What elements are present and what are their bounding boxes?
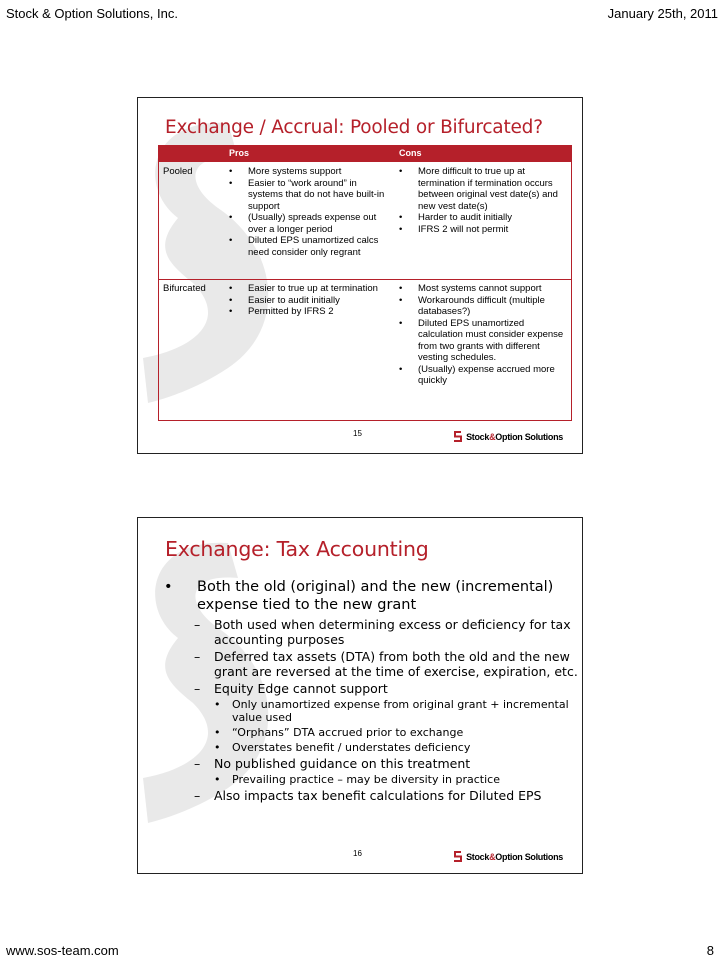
pooled-cons-list xyxy=(399,166,564,235)
list-item: • Harder to audit initially xyxy=(399,212,564,224)
logo-text-b: Option Solutions xyxy=(495,431,563,442)
list-item: • Diluted EPS unamortized calcs need consider only regrant xyxy=(229,235,389,258)
logo-s-icon xyxy=(453,431,463,442)
sub-sub-bullet: • “Orphans” DTA accrued prior to exchange xyxy=(158,726,578,739)
company-logo xyxy=(453,851,563,862)
logo-text-a: Stock xyxy=(466,431,490,442)
slide-16 xyxy=(137,517,583,874)
row-label-bifurcated: Bifurcated xyxy=(163,283,206,294)
pros-cons-table xyxy=(158,145,572,421)
list-item: • Diluted EPS unamortized calculation must consider expense from two grants with different vesting schedules. xyxy=(399,318,564,364)
logo-text-a: Stock xyxy=(466,851,490,862)
pooled-pros-list xyxy=(229,166,389,258)
bifurcated-pros-list xyxy=(229,283,389,318)
list-item: • Easier to audit initially xyxy=(229,295,389,307)
list-item: • (Usually) spreads expense out over a longer period xyxy=(229,212,389,235)
sub-bullet: – Both used when determining excess or deficiency for tax accounting purposes xyxy=(158,617,578,647)
logo-s-icon xyxy=(453,851,463,862)
sub-bullet: – Also impacts tax benefit calculations for Diluted EPS xyxy=(158,788,578,803)
list-item: • Permitted by IFRS 2 xyxy=(229,306,389,318)
header-cons: Cons xyxy=(399,148,422,158)
row-label-pooled: Pooled xyxy=(163,166,193,177)
bifurcated-cons-list xyxy=(399,283,564,387)
sub-bullet: – No published guidance on this treatment xyxy=(158,756,578,771)
sub-bullet: – Deferred tax assets (DTA) from both the old and the new grant are reversed at the time of exercise, expiration, etc. xyxy=(158,649,578,679)
slide-15 xyxy=(137,97,583,454)
company-logo xyxy=(453,431,563,442)
main-bullet: • Both the old (original) and the new (incremental) expense tied to the new grant xyxy=(158,578,578,614)
sub-bullet: – Equity Edge cannot support xyxy=(158,681,578,696)
list-item: • IFRS 2 will not permit xyxy=(399,224,564,236)
slide-body xyxy=(158,578,578,805)
footer-page-number: 8 xyxy=(706,943,714,958)
list-item: • (Usually) expense accrued more quickly xyxy=(399,364,564,387)
table-header-row xyxy=(159,146,571,162)
logo-ampersand: & xyxy=(489,851,496,862)
logo-ampersand: & xyxy=(489,431,496,442)
list-item: • Most systems cannot support xyxy=(399,283,564,295)
sub-sub-bullet: • Overstates benefit / understates deficiency xyxy=(158,741,578,754)
sub-sub-bullet: • Prevailing practice – may be diversity in practice xyxy=(158,773,578,786)
list-item: • More systems support xyxy=(229,166,389,178)
sub-sub-bullet: • Only unamortized expense from original grant + incremental value used xyxy=(158,698,578,724)
footer-website: www.sos-team.com xyxy=(6,943,119,958)
list-item: • Easier to true up at termination xyxy=(229,283,389,295)
slide-number: 16 xyxy=(353,849,362,858)
list-item: • More difficult to true up at termination if termination occurs between original vest date(s) and new vest date(s) xyxy=(399,166,564,212)
header-company: Stock & Option Solutions, Inc. xyxy=(6,6,178,21)
slide-number: 15 xyxy=(353,429,362,438)
list-item: • Easier to “work around” in systems that do not have built-in support xyxy=(229,178,389,213)
slide-title: Exchange: Tax Accounting xyxy=(165,537,429,561)
header-date: January 25th, 2011 xyxy=(607,6,718,21)
logo-text-b: Option Solutions xyxy=(495,851,563,862)
header-pros: Pros xyxy=(229,148,250,158)
slide-title: Exchange / Accrual: Pooled or Bifurcated? xyxy=(165,117,543,138)
row-divider xyxy=(159,279,571,280)
list-item: • Workarounds difficult (multiple databases?) xyxy=(399,295,564,318)
